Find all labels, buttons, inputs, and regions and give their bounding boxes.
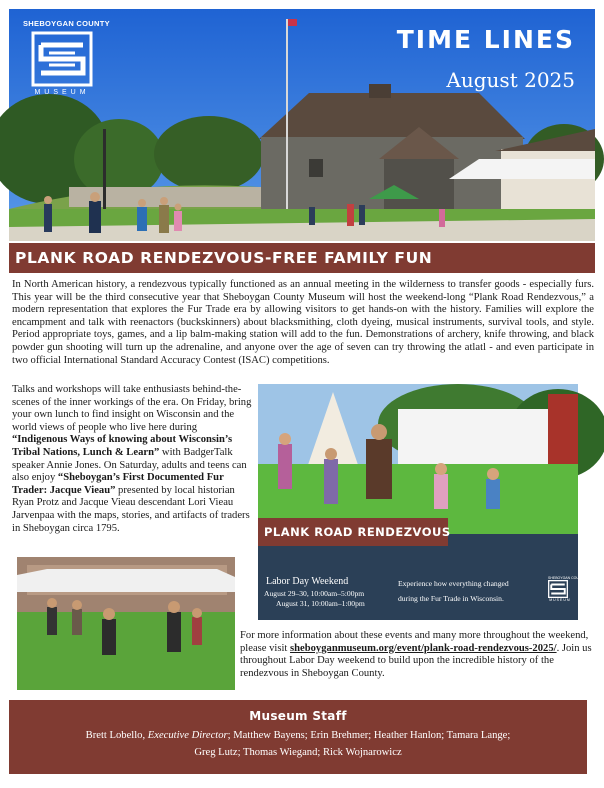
talks-text-3: presented by local historian Ryan Protz and Jacque Vieau descendant Lori Vieau Jarvenpaa with the maps, stories, and artifacts of traders in Sheboygan circa 1795.	[12, 484, 250, 534]
intro-paragraph: In North American history, a rendezvous typically functioned as an annual meeting in the wilderness to transfer goods - especially furs. This year will be the third consecutive year that Sheboygan County Museum will host the weekend-long “Plank Road Rendezvous,” a modern representation that explores the Fur Trade era by allowing visitors to get hands-on with the history. Families will explore the encampment and talk with reenactors (buckskinners) about blacksmithing, cloth dyeing, musical instruments, survival tools, and style. Period appropriate toys, games, and a lip balm-making station will add to the fun. Demonstrations of archery, knife throwing, and black powder gun shooting will turn up the adrenaline, and anyone over the age of seven can try throwing the atlatl - and even participate in two official International Standard Accuracy Contest (ISAC) competitions.	[12, 279, 594, 366]
staff-title: Museum Staff	[249, 709, 347, 723]
more-info-text-1: For more information about these events and many more throughout the weekend, please visit	[240, 630, 589, 654]
event-poster	[258, 384, 586, 620]
event-link[interactable]: sheboyganmuseum.org/event/plank-road-rendezvous-2025/	[290, 642, 557, 654]
archery-photo	[17, 557, 235, 690]
talks-paragraph	[12, 384, 252, 535]
logo-bottom-text: MUSEUM	[34, 89, 90, 96]
poster-title: PLANK ROAD RENDEZVOUS	[258, 518, 448, 546]
poster-logo-icon	[548, 580, 568, 598]
museum-logo[interactable]	[23, 19, 110, 96]
staff-line-1	[9, 730, 587, 741]
headline-banner	[9, 243, 595, 273]
staff-box	[9, 700, 587, 774]
event-fur-trader-talk: “Sheboygan’s First Documented Fur Trader: Jacque Vieau”	[12, 472, 224, 496]
archery-workshop-illustration	[17, 557, 235, 690]
poster-tagline-1: Experience how everything changed	[398, 579, 509, 588]
poster-logo-top: SHEBOYGAN COUNTY	[548, 576, 586, 580]
masthead	[397, 25, 575, 92]
event-indigenous-ways: “Indigenous Ways of knowing about Wisconsin’s Tribal Nations, Lunch & Learn”	[12, 434, 233, 458]
more-info-paragraph	[240, 630, 592, 680]
poster-dates-1: August 29–30, 10:00am–5:00pm	[264, 589, 365, 598]
poster-info	[258, 564, 586, 620]
more-info-text-2: . Join us throughout Labor Day weekend to build upon the incredible history of the rendezvous in Sheboygan County.	[240, 642, 592, 679]
poster-dates-2: August 31, 10:00am–1:00pm	[276, 599, 365, 608]
logo-top-text: SHEBOYGAN COUNTY	[23, 19, 110, 28]
headline: PLANK ROAD RENDEZVOUS-FREE FAMILY FUN	[15, 249, 433, 267]
hero-photo	[9, 9, 595, 241]
issue-date: August 2025	[446, 68, 575, 92]
poster-tagline-2: during the Fur Trade in Wisconsin.	[398, 594, 504, 603]
talks-text-1: Talks and workshops will take enthusiasts behind-the-scenes of the inner workings of the era. On Friday, bring your own lunch to find insight on Wisconsin and the world views of people who live here during	[12, 384, 252, 433]
talks-text-2: with BadgerTalk speaker Annie Jones. On Saturday, adults and teens can also enjoy	[12, 446, 247, 484]
museum-logo-icon	[31, 31, 93, 87]
staff-names-1: ; Matthew Bayens; Erin Brehmer; Heather Hanlon; Tamara Lange;	[227, 730, 511, 741]
staff-line-2: Greg Lutz; Thomas Wiegand; Rick Wojnarowicz	[194, 747, 402, 758]
poster-weekend: Labor Day Weekend	[266, 576, 349, 587]
poster-logo-bottom: MUSEUM	[549, 598, 571, 602]
director-role: Executive Director	[147, 730, 228, 741]
director-name: Brett Lobello,	[85, 730, 146, 741]
newsletter-title: TIME LINES	[396, 25, 575, 54]
poster-logo	[548, 576, 586, 602]
